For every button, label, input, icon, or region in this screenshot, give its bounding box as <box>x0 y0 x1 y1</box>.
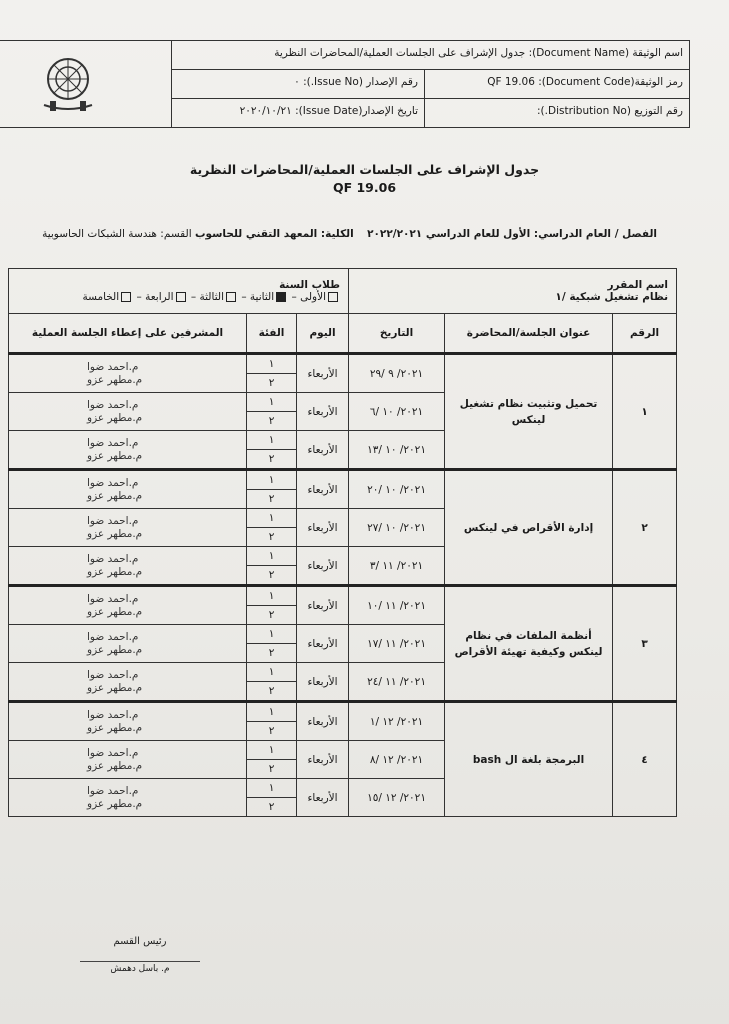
session-supervisors <box>9 547 247 586</box>
session-group: ٢ <box>247 606 297 625</box>
year-checkbox[interactable] <box>226 292 236 302</box>
supervisor-name: م.مطهر عزو <box>87 759 143 772</box>
supervisor-name: م.احمد ضوا <box>87 668 139 681</box>
session-supervisors <box>9 470 247 509</box>
session-date: ٢٠٢١/ ١٢ /٨ <box>349 741 445 779</box>
session-date: ٢٠٢١/ ١٠ /٦ <box>349 393 445 431</box>
session-date: ٢٠٢١/ ١٢ /١٥ <box>349 779 445 817</box>
session-group: ٢ <box>247 490 297 509</box>
year-checkbox[interactable] <box>121 292 131 302</box>
supervision-table <box>8 268 677 817</box>
col-day: اليوم <box>297 314 349 354</box>
session-day: الأربعاء <box>297 354 349 393</box>
supervisor-name: م.مطهر عزو <box>87 797 143 810</box>
distribution-label: رقم التوزيع (Distribution No.): <box>537 105 683 117</box>
session-number: ٤ <box>613 702 677 817</box>
table-header-row <box>9 314 677 354</box>
supervisor-name: م.مطهر عزو <box>87 643 143 656</box>
session-date: ٢٠٢١/ ١١ /٢٤ <box>349 663 445 702</box>
year-label: الثانية <box>249 291 275 303</box>
university-emblem-icon <box>36 55 100 115</box>
session-supervisors <box>9 702 247 741</box>
session-group: ١ <box>247 779 297 798</box>
supervisor-name: م.مطهر عزو <box>87 681 143 694</box>
supervisor-name: م.احمد ضوا <box>87 436 139 449</box>
document-name-label: اسم الوثيقة (Document Name): جدول الإشراف على الجلسات العملية/المحاضرات النظرية <box>274 47 683 59</box>
session-number: ١ <box>613 354 677 470</box>
session-group: ١ <box>247 509 297 528</box>
col-supervisors: المشرفين على إعطاء الجلسة العملية <box>9 314 247 354</box>
session-supervisors <box>9 393 247 431</box>
session-supervisors <box>9 625 247 663</box>
year-checkbox[interactable] <box>176 292 186 302</box>
session-day: الأربعاء <box>297 470 349 509</box>
session-group: ٢ <box>247 412 297 431</box>
session-date: ٢٠٢١/ ١٠ /١٣ <box>349 431 445 470</box>
session-day: الأربعاء <box>297 779 349 817</box>
page-title: جدول الإشراف على الجلسات العملية/المحاضرات النظرية <box>189 162 540 177</box>
supervisor-name: م.مطهر عزو <box>87 565 143 578</box>
session-group: ١ <box>247 547 297 566</box>
form-code: QF 19.06 <box>332 180 397 195</box>
session-date: ٢٠٢١/ ١٠ /٢٠ <box>349 470 445 509</box>
session-group: ١ <box>247 702 297 722</box>
institution-logo <box>0 41 172 127</box>
session-group: ١ <box>247 393 297 412</box>
session-group: ١ <box>247 741 297 760</box>
session-date: ٢٠٢١/ ١٠ /٢٧ <box>349 509 445 547</box>
supervisor-name: م.مطهر عزو <box>87 605 143 618</box>
supervisor-name: م.مطهر عزو <box>87 373 143 386</box>
col-date: التاريخ <box>349 314 445 354</box>
supervisor-name: م.احمد ضوا <box>87 784 139 797</box>
course-name: نظام تشغيل شبكية /١ <box>555 291 669 303</box>
signature-name: م. باسل دهمش <box>110 964 170 974</box>
supervisor-name: م.مطهر عزو <box>87 527 143 540</box>
session-supervisors <box>9 663 247 702</box>
year-label: الرابعة <box>145 291 174 303</box>
session-group: ٢ <box>247 644 297 663</box>
session-day: الأربعاء <box>297 547 349 586</box>
course-meta <box>42 228 657 240</box>
session-supervisors <box>9 779 247 817</box>
signature-title: رئيس القسم <box>113 936 167 947</box>
year-label: الثالثة <box>199 291 224 303</box>
session-day: الأربعاء <box>297 586 349 625</box>
header-row-distribution <box>172 99 689 128</box>
header-row-name <box>172 41 689 70</box>
col-title: عنوان الجلسة/المحاضرة <box>445 314 613 354</box>
course-label: اسم المقرر <box>607 279 669 291</box>
session-day: الأربعاء <box>297 431 349 470</box>
table-row <box>9 586 677 606</box>
year-checkbox[interactable] <box>328 292 338 302</box>
document-code-label: رمز الوثيقة(Document Code): QF 19.06 <box>487 76 683 88</box>
year-label: الأولى <box>300 291 327 303</box>
session-number: ٢ <box>613 470 677 586</box>
issue-date-label: تاريخ الإصدار(Issue Date): ٢٠٢٠/١٠/٢١ <box>239 105 418 117</box>
supervisor-name: م.احمد ضوا <box>87 398 139 411</box>
year-option[interactable] <box>145 291 187 303</box>
year-option[interactable] <box>300 291 340 303</box>
session-date: ٢٠٢١/ ٩ /٢٩ <box>349 354 445 393</box>
college-info: الكلية: المعهد التقني للحاسوب <box>194 228 354 240</box>
session-day: الأربعاء <box>297 741 349 779</box>
supervisor-name: م.مطهر عزو <box>87 489 143 502</box>
document-header <box>0 40 690 128</box>
session-group: ١ <box>247 663 297 682</box>
session-group: ٢ <box>247 722 297 741</box>
supervisor-name: م.مطهر عزو <box>87 411 143 424</box>
signature-block <box>80 936 200 974</box>
supervisor-name: م.احمد ضوا <box>87 630 139 643</box>
student-year-cell <box>9 269 349 314</box>
session-title: البرمجة بلغة ال bash <box>445 702 613 817</box>
session-group: ٢ <box>247 450 297 470</box>
session-day: الأربعاء <box>297 393 349 431</box>
table-row <box>9 470 677 490</box>
session-group: ٢ <box>247 374 297 393</box>
year-option[interactable] <box>250 291 288 303</box>
session-group: ٢ <box>247 528 297 547</box>
session-day: الأربعاء <box>297 625 349 663</box>
supervisor-name: م.احمد ضوا <box>87 746 139 759</box>
session-group: ١ <box>247 625 297 644</box>
session-title: أنظمة الملفات في نظام لينكس وكيفية تهيئة الأقراص <box>445 586 613 702</box>
session-group: ١ <box>247 586 297 606</box>
col-num: الرقم <box>613 314 677 354</box>
session-date: ٢٠٢١/ ١١ /٣ <box>349 547 445 586</box>
student-year-label: طلاب السنة <box>279 279 341 291</box>
course-cell <box>349 269 677 314</box>
col-group: الفئة <box>247 314 297 354</box>
header-row-code <box>172 70 689 99</box>
table-row <box>9 702 677 722</box>
session-number: ٣ <box>613 586 677 702</box>
department-info: القسم: هندسة الشبكات الحاسوبية <box>42 228 192 240</box>
session-group: ٢ <box>247 798 297 817</box>
session-date: ٢٠٢١/ ١٢ /١ <box>349 702 445 741</box>
session-group: ٢ <box>247 760 297 779</box>
table-row <box>9 354 677 374</box>
session-title: تحميل وتثبيت نظام تشغيل لينكس <box>445 354 613 470</box>
supervisor-name: م.احمد ضوا <box>87 360 139 373</box>
session-group: ٢ <box>247 682 297 702</box>
session-date: ٢٠٢١/ ١١ /١٠ <box>349 586 445 625</box>
year-option[interactable] <box>200 291 238 303</box>
session-supervisors <box>9 586 247 625</box>
session-supervisors <box>9 509 247 547</box>
session-group: ٢ <box>247 566 297 586</box>
supervisor-name: م.احمد ضوا <box>87 552 139 565</box>
semester-info: الفصل / العام الدراسي: الأول للعام الدراسي ٢٠٢٢/٢٠٢١ <box>367 228 657 240</box>
year-checkbox[interactable] <box>276 292 286 302</box>
session-day: الأربعاء <box>297 663 349 702</box>
year-label: الخامسة <box>82 291 120 303</box>
supervisor-name: م.احمد ضوا <box>87 476 139 489</box>
supervisor-name: م.مطهر عزو <box>87 449 143 462</box>
session-supervisors <box>9 741 247 779</box>
student-year-options: الأولى – الثانية – الثالثة – الرابعة – الخامسة <box>17 291 340 303</box>
issue-no-label: رقم الإصدار (Issue No.): ٠ <box>294 76 418 88</box>
session-group: ١ <box>247 354 297 374</box>
session-supervisors <box>9 354 247 393</box>
session-group: ١ <box>247 470 297 490</box>
supervisor-name: م.احمد ضوا <box>87 514 139 527</box>
supervisor-name: م.مطهر عزو <box>87 721 143 734</box>
session-title: إدارة الأقراص في لينكس <box>445 470 613 586</box>
supervisor-name: م.احمد ضوا <box>87 708 139 721</box>
session-date: ٢٠٢١/ ١١ /١٧ <box>349 625 445 663</box>
supervisor-name: م.احمد ضوا <box>87 592 139 605</box>
session-day: الأربعاء <box>297 509 349 547</box>
session-day: الأربعاء <box>297 702 349 741</box>
session-supervisors <box>9 431 247 470</box>
session-group: ١ <box>247 431 297 450</box>
year-option[interactable] <box>82 291 133 303</box>
